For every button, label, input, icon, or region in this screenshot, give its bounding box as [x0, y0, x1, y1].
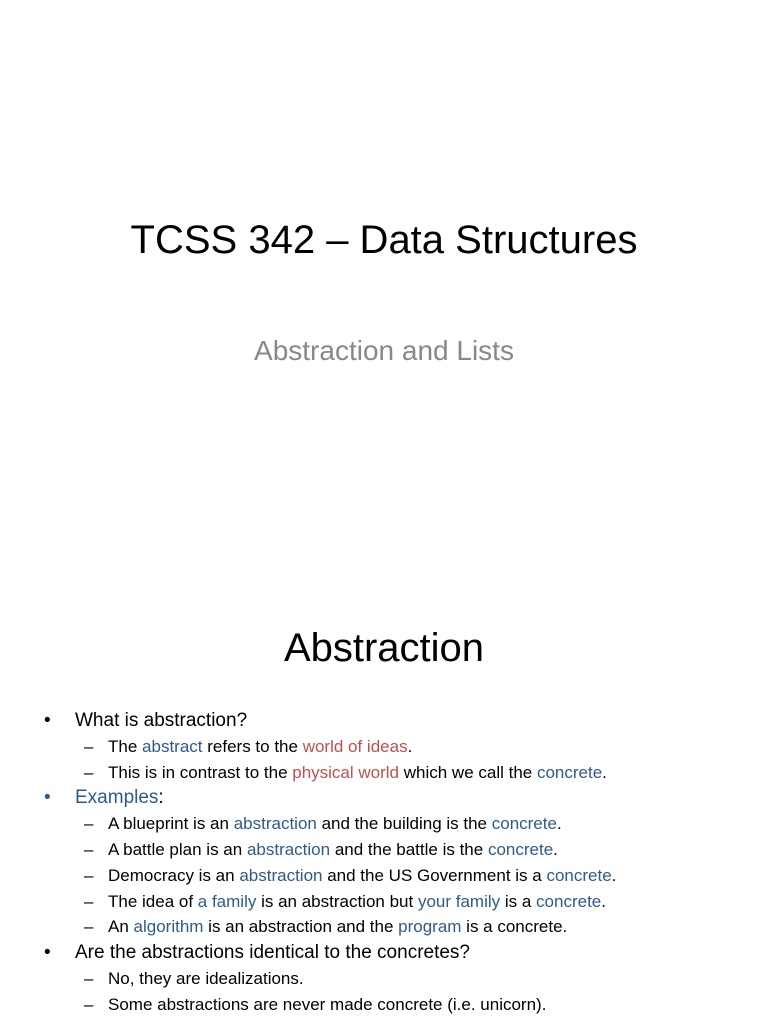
bullet-text-segment: and the US Government is a — [322, 865, 547, 885]
abstraction-slide — [0, 576, 768, 1024]
slide-subtitle: Abstraction and Lists — [254, 335, 514, 366]
bullet-item — [44, 940, 744, 966]
bullet-text-segment: which we call the — [399, 762, 537, 782]
bullet-text-segment: What is abstraction? — [75, 710, 248, 731]
bullet-text-segment: . — [611, 865, 617, 885]
bullet-text-segment: is an abstraction and the — [203, 917, 399, 937]
bullet-text-segment: is a concrete. — [461, 917, 568, 937]
bullet-text-segment: a family — [197, 891, 257, 911]
bullet-text-segment: program — [398, 917, 462, 937]
sub-bullet-item — [44, 992, 744, 1018]
bullet-list — [44, 708, 744, 1017]
bullet-text-segment: Examples — [75, 787, 159, 809]
bullet-text-segment: concrete — [491, 814, 557, 834]
bullet-text-segment: This is in contrast to the — [108, 762, 293, 782]
bullet-text-segment: A battle plan is an — [108, 840, 247, 860]
bullet-item — [44, 785, 744, 811]
bullet-text-segment: concrete — [487, 840, 554, 860]
bullet-text-segment: abstract — [142, 737, 203, 756]
dash-marker: – — [84, 891, 94, 911]
bullet-text-segment: your family — [417, 891, 501, 911]
bullet-text-segment: A blueprint is an — [108, 814, 234, 834]
sub-bullet-item — [44, 760, 744, 786]
sub-bullet-item — [44, 811, 744, 837]
sub-bullet-item — [44, 966, 744, 992]
bullet-text-segment: world of ideas — [302, 737, 408, 756]
dash-marker: – — [84, 968, 94, 988]
bullet-text-segment: The — [108, 737, 143, 756]
bullet-text-segment: Democracy is an — [108, 865, 240, 885]
dash-marker: – — [84, 762, 94, 782]
bullet-text-segment: refers to the — [202, 737, 303, 756]
bullet-text-segment: is a — [500, 891, 537, 911]
bullet-text-segment: and the building is the — [316, 814, 492, 834]
bullet-text-segment: The idea of — [108, 891, 198, 911]
bullet-text-segment: abstraction — [233, 814, 317, 834]
bullet-text-segment: Some abstractions are never made concrete (i.e. unicorn). — [108, 994, 547, 1014]
bullet-text-segment: and the battle is the — [330, 840, 488, 860]
bullet-marker: • — [44, 787, 51, 809]
bullet-text-segment: Are the abstractions identical to the concretes? — [75, 941, 471, 963]
dash-marker: – — [84, 994, 94, 1014]
bullet-marker: • — [44, 710, 51, 731]
bullet-text-segment: . — [602, 762, 607, 782]
bullet-text-segment: . — [553, 840, 558, 860]
bullet-text-segment: algorithm — [133, 917, 204, 937]
bullet-item — [44, 708, 744, 734]
sub-bullet-item — [44, 837, 744, 863]
bullet-text-segment: An — [108, 917, 134, 937]
bullet-text-segment: abstraction — [239, 865, 323, 885]
dash-marker: – — [84, 865, 94, 885]
bullet-text-segment: concrete — [536, 762, 603, 782]
bullet-text-segment: : — [158, 787, 164, 809]
sub-bullet-item — [44, 863, 744, 889]
bullet-text-segment: physical world — [292, 762, 400, 782]
bullet-text-segment: concrete — [546, 865, 612, 885]
bullet-text-segment: No, they are idealizations. — [108, 968, 304, 988]
bullet-text-segment: . — [407, 737, 413, 756]
bullet-marker: • — [44, 941, 51, 963]
bullet-text-segment: concrete — [536, 891, 602, 911]
dash-marker: – — [84, 840, 94, 860]
slide-title: TCSS 342 – Data Structures — [130, 218, 638, 262]
sub-bullet-item — [44, 734, 744, 760]
dash-marker: – — [84, 917, 94, 937]
dash-marker: – — [84, 814, 94, 834]
slide-title: Abstraction — [283, 626, 485, 670]
sub-bullet-item — [44, 889, 744, 915]
dash-marker: – — [84, 737, 94, 756]
bullet-text-segment: is an abstraction but — [256, 891, 418, 911]
bullet-text-segment: . — [556, 814, 562, 834]
sub-bullet-item — [44, 914, 744, 940]
bullet-text-segment: . — [601, 891, 606, 911]
bullet-text-segment: abstraction — [246, 840, 331, 860]
